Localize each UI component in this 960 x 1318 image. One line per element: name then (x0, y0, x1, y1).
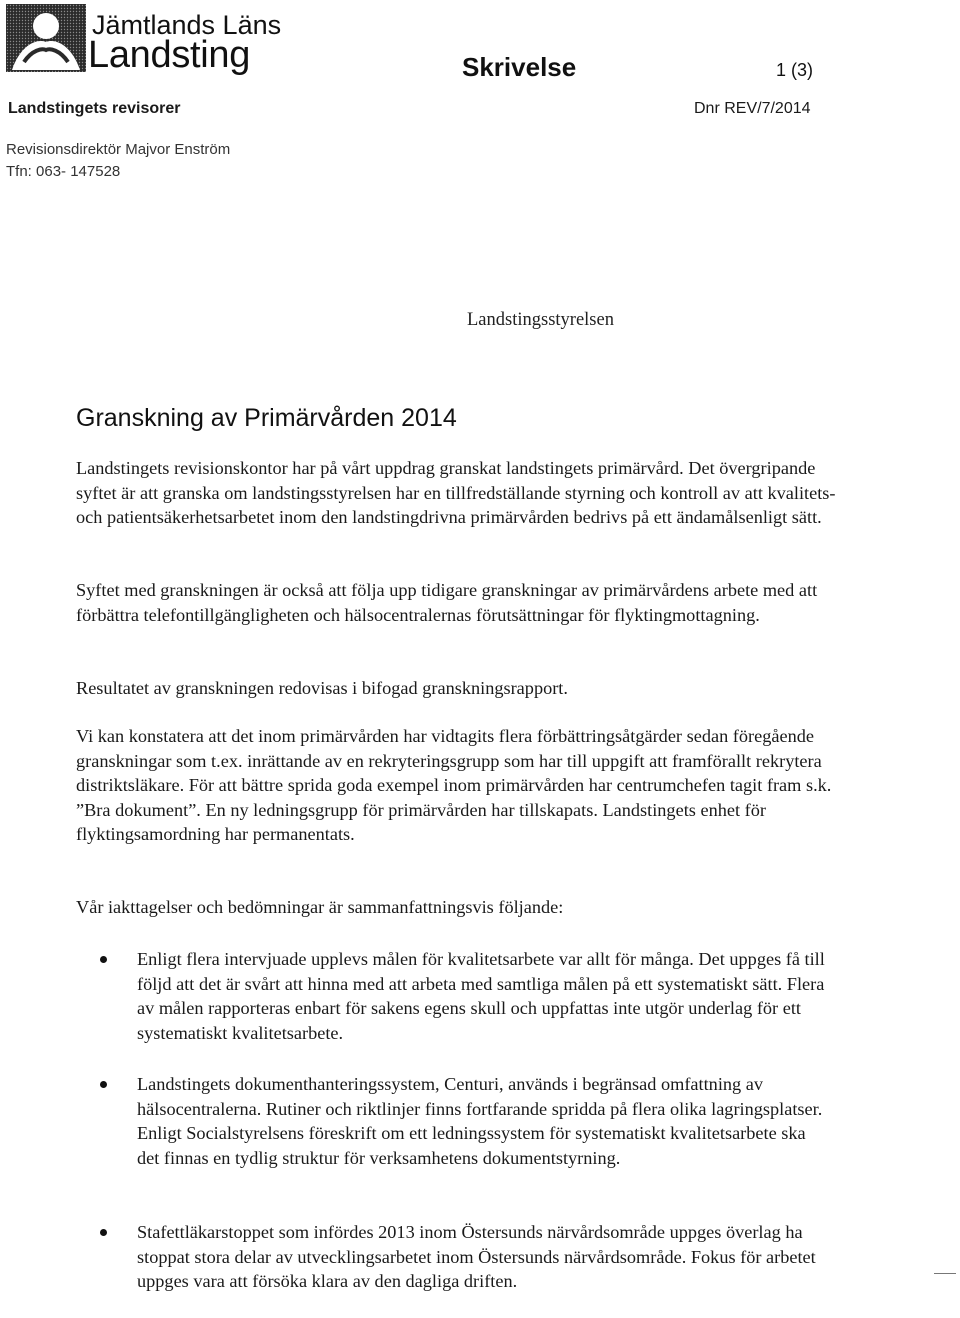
paragraph: Resultatet av granskningen redovisas i bifogad granskningsrapport. (76, 678, 568, 698)
bullet-icon (100, 1229, 107, 1236)
list-item-text: Enligt flera intervjuade upplevs målen för kvalitetsarbete var allt för många. Det uppges få till följd att det är svårt att hinna med att arbeta med samtliga målen på ett systematiskt sätt. Flera av målen rapporteras enbart för sakens egens skull och uppfattas inte utgör underlag för ett systematiskt kvalitetsarbete. (137, 949, 825, 1043)
paragraph: Landstingets revisionskontor har på vårt uppdrag granskat landstingets primärvård. Det övergripande syftet är att granska om landstingsstyrelsen har en tillfredställande styrning och kontroll av att kvalitets- och patientsäkerhetsarbetet inom den landstingdrivna primärvården bedrivs på ett ändamålsenligt sätt. (76, 458, 836, 527)
organization-name: Landstingets revisorer (8, 100, 181, 117)
paragraph: Syftet med granskningen är också att följa upp tidigare granskningar av primärvårdens arbete med att förbättra telefontillgängligheten och hälsocentralernas förutsättningar för flyktingmottagning. (76, 580, 818, 625)
landsting-logo-icon (6, 4, 88, 74)
margin-mark (934, 1273, 956, 1274)
bullet-icon (100, 956, 107, 963)
list-item-text: Landstingets dokumenthanteringssystem, Centuri, används i begränsad omfattning av hälsocentralerna. Rutiner och riktlinjer finns fortfarande spridda på flera olika lagringsplatser. Enligt Socialstyrelsens föreskrift om ett ledningssystem för systematiskt kvalitetsarbete ska det finnas en tydlig struktur för verksamhetens dokumentstyrning. (137, 1074, 823, 1168)
logo-text-line1: Jämtlands Läns (92, 10, 282, 40)
contact-phone: Tfn: 063- 147528 (6, 163, 121, 180)
bullet-icon (100, 1081, 107, 1088)
page-number: 1 (3) (776, 60, 814, 80)
document-title: Granskning av Primärvården 2014 (76, 404, 457, 432)
list-item-text: Stafettläkarstoppet som infördes 2013 inom Östersunds närvårdsområde uppges överlag ha stoppat stora delar av utvecklingsarbetet inom Östersunds närvårdsområde. Fokus för arbetet uppges vara att försöka klara av den dagliga driften. (137, 1222, 816, 1291)
recipient: Landstingsstyrelsen (467, 310, 614, 330)
diary-number: Dnr REV/7/2014 (694, 100, 811, 117)
contact-name: Revisionsdirektör Majvor Enström (6, 141, 231, 158)
document-type: Skrivelse (462, 52, 577, 82)
paragraph: Vår iakttagelser och bedömningar är sammanfattningsvis följande: (76, 897, 564, 917)
paragraph: Vi kan konstatera att det inom primärvården har vidtagits flera förbättringsåtgärder sedan föregående granskningar som t.ex. inrättande av en rekryteringsgrupp som har till uppgift att framförallt rekrytera distriktsläkare. För att bättre sprida goda exempel inom primärvården har centrumchefen tagit fram s.k. ”Bra dokument”. En ny ledningsgrupp för primärvården har tillskapats. Landstingets enhet för flyktingsamordning har permanentats. (76, 726, 832, 844)
logo-text-line2: Landsting (88, 34, 251, 76)
